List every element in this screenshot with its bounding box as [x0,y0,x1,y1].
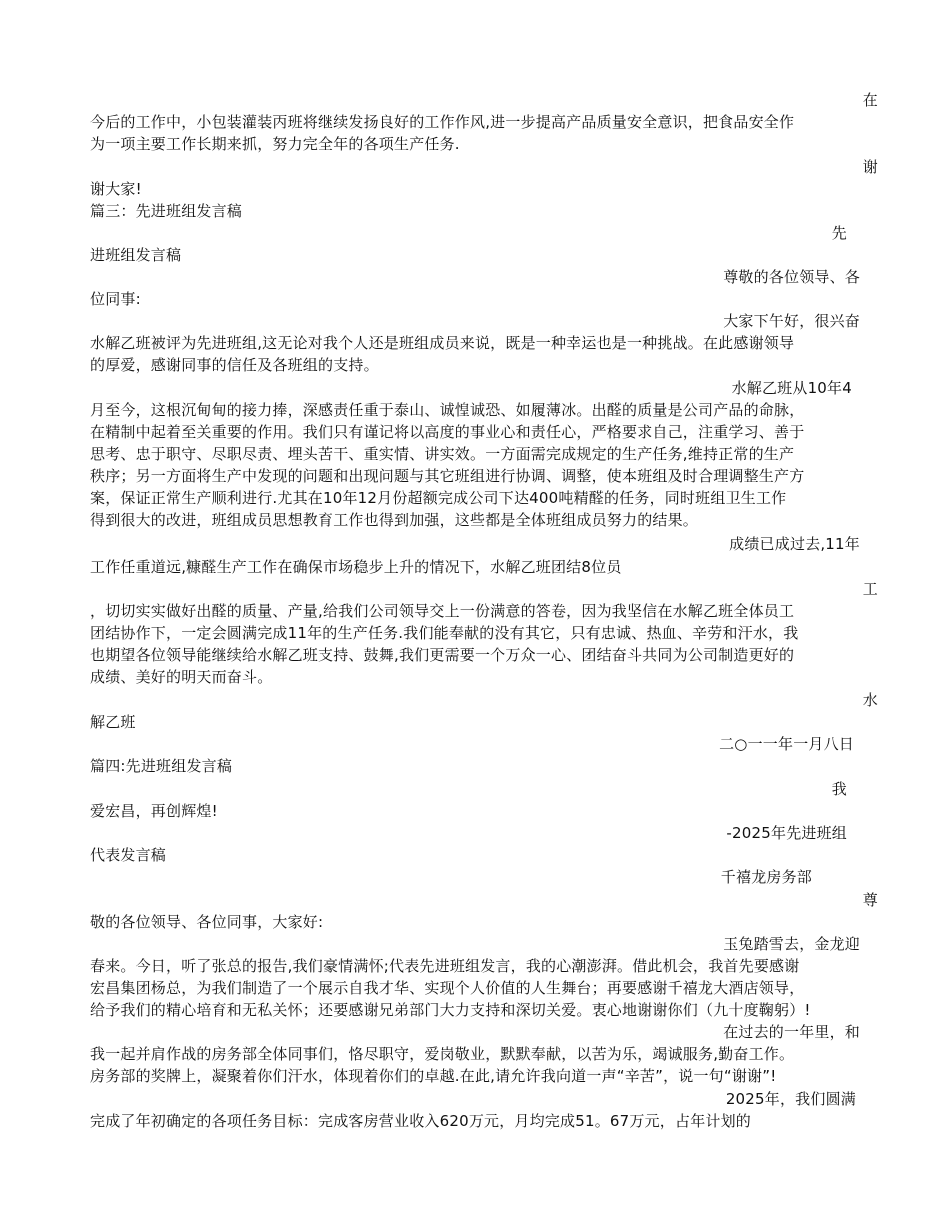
text-line: 秩序；另一方面将生产中发现的问题和出现问题与其它班组进行协调、调整，使本班组及时合理调整生产方 [90,467,805,485]
text-line: 今后的工作中，小包装灌装丙班将继续发扬良好的工作作风,进一步提高产品质量安全意识，把食品安全作 [90,113,795,131]
text-line: 给予我们的精心培育和无私关怀；还要感谢兄弟部门大力支持和深切关爱。衷心地谢谢你们（九十度鞠躬）! [90,1001,811,1019]
text-line: 尊敬的各位领导、各 [723,268,860,286]
text-line: 解乙班 [90,713,136,731]
text-line: 大家下午好，很兴奋 [723,312,860,330]
text-line: 2025年，我们圆满 [725,1090,856,1108]
section-heading: 篇四:先进班组发言稿 [90,757,233,775]
text-line: 尊 [862,891,878,909]
department-line: 千禧龙房务部 [720,868,812,886]
text-line: 谢 [862,158,878,176]
text-line: 在 [862,91,878,109]
text-line: 也期望各位领导能继续给水解乙班支持、鼓舞,我们更需要一个万众一心、团结奋斗共同为公司制造更好的 [90,646,795,664]
text-line: 玉兔踏雪去，金龙迎 [723,935,860,953]
text-line: 为一项主要工作长期来抓，努力完全年的各项生产任务. [90,135,460,153]
text-line: 春来。今日，听了张总的报告,我们豪情满怀;代表先进班组发言，我的心潮澎湃。借此机会，我首先要感谢 [90,957,800,975]
text-line: 月至今，这根沉甸甸的接力捧，深感责任重于泰山、诚惶诚恐、如履薄冰。出醛的质量是公司产品的命脉， [90,401,805,419]
text-line: 得到很大的改进，班组成员思想教育工作也得到加强，这些都是全体班组成员努力的结果。 [90,511,699,529]
text-line: 在过去的一年里，和 [723,1023,860,1041]
text-line: 进班组发言稿 [90,246,182,264]
text-line: 案，保证正常生产顺利进行.尤其在10年12月份超额完成公司下达400吨精醛的任务，同时班组卫生工作 [90,489,787,507]
date-line: 二○一一年一月八日 [719,735,854,753]
text-line: 水解乙班被评为先进班组,这无论对我个人还是班组成员来说，既是一种幸运也是一种挑战。在此感谢领导 [90,334,795,352]
text-line: 思考、忠于职守、尽职尽责、埋头苦干、重实情、讲实效。一方面需完成规定的生产任务,维持正常的生产 [90,445,795,463]
text-line: 爱宏昌，再创辉煌! [90,802,218,820]
text-line: 的厚爱，感谢同事的信任及各班组的支持。 [90,356,379,374]
text-line: 宏昌集团杨总，为我们制造了一个展示自我才华、实现个人价值的人生舞台；再要感谢千禧龙大酒店领导， [90,979,805,997]
text-line: 我一起并肩作战的房务部全体同事们，恪尽职守，爱岗敬业，默默奉献，以苦为乐，竭诚服务,勤奋工作。 [90,1045,795,1063]
text-line: 代表发言稿 [90,846,167,864]
text-line: 成绩已成过去,11年 [729,535,860,553]
text-line: 敬的各位领导、各位同事，大家好: [90,913,324,931]
text-line: -2025年先进班组 [726,824,847,842]
text-line: 团结协作下，一定会圆满完成11年的生产任务.我们能奉献的没有其它，只有忠诚、热血、辛劳和汗水，我 [90,624,799,642]
text-line: 我 [831,780,847,798]
text-line: 水 [862,691,878,709]
text-line: 工 [862,580,878,598]
section-heading: 篇三：先进班组发言稿 [90,202,243,220]
text-line: 位同事: [90,290,141,308]
text-line: ，切切实实做好出醛的质量、产量,给我们公司领导交上一份满意的答卷，因为我坚信在水解乙班全体员工 [90,602,795,620]
text-line: 工作任重道远,糠醛生产工作在确保市场稳步上升的情况下，水解乙班团结8位员 [90,558,622,576]
text-line: 房务部的奖牌上，凝聚着你们汗水，体现着你们的卓越.在此,请允许我向道一声“辛苦”，说一句“谢谢”! [90,1067,777,1085]
text-line: 成绩、美好的明天而奋斗。 [90,668,273,686]
text-line: 完成了年初确定的各项任务目标：完成客房营业收入620万元，月均完成51。67万元，占年计划的 [90,1112,752,1130]
text-line: 水解乙班从10年4 [731,379,852,397]
text-line: 谢大家! [90,180,142,198]
text-line: 在精制中起着至关重要的作用。我们只有谨记将以高度的事业心和责任心，严格要求自己，注重学习、善于 [90,423,805,441]
text-line: 先 [831,224,847,242]
